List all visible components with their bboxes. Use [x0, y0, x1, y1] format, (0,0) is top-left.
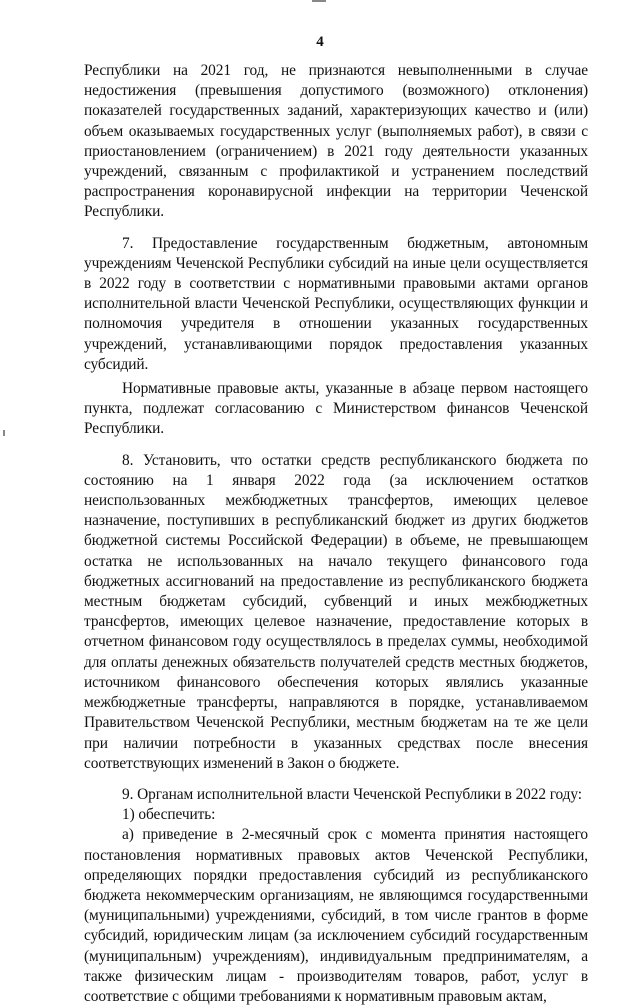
paragraph: 8. Установить, что остатки средств республиканского бюджета по состоянию на 1 января 2022 года (за исключением остатков неиспользованных межбюджетных трансфертов, имеющих целевое назначение, поступивших в республиканский бюджет из других бюджетов бюджетной системы Российской Федерации) в объеме, не превышающем остатка не использованных на начало текущего финансового года бюджетных ассигнований на предоставление из республиканского бюджета местным бюджетам субсидий, субвенций и иных межбюджетных трансфертов, имеющих целевое назначение, предоставление которых в отчетном финансовом году осуществлялось в пределах суммы, необходимой для оплаты денежных обязательств получателей средств местных бюджетов, источником финансового обеспечения которых являлись указанные межбюджетные трансферты, направляются в порядке, устанавливаемом Правительством Чеченской Республики, местным бюджетам на те же цели при наличии потребности в указанных средствах после внесения соответствующих изменений в Закон о бюджете. — [84, 451, 588, 772]
paragraph: Нормативные правовые акты, указанные в абзаце первом настоящего пункта, подлежат согласованию с Министерством финансов Чеченской Республики. — [84, 380, 588, 438]
scan-mark-left — [3, 430, 5, 436]
paragraph: а) приведение в 2-месячный срок с момента принятия настоящего постановления нормативных правовых актов Чеченской Республики, определяющих порядки предоставления субсидий из республиканского бюджета некоммерческим организациям, не являющимся государственными (муниципальными) учреждениями, субсидий, в том числе грантов в форме субсидий, юридическим лицам (за исключением субсидий государственным (муниципальным) учреждениям), индивидуальным предпринимателям, а также физическим лицам - производителям товаров, работ, услуг в соответствие с общими требованиями к нормативным правовым актам, — [84, 826, 588, 1005]
paragraph: Республики на 2021 год, не признаются невыполненными в случае недостижения (превышения допустимого (возможного) отклонения) показателей государственных заданий, характеризующих качество и (или) объем оказываемых государственных услуг (выполняемых работ), в связи с приостановлением (ограничением) в 2021 году деятельности указанных учреждений, связанным с профилактикой и устранением последствий распространения коронавирусной инфекции на территории Чеченской Республики. — [84, 62, 588, 221]
paragraph: 9. Органам исполнительной власти Чеченской Республики в 2022 году: — [122, 785, 582, 803]
document-body — [84, 61, 588, 1007]
paragraph: 7. Предоставление государственным бюджетным, автономным учреждениям Чеченской Республики субсидий на иные цели осуществляется в 2022 году в соответствии с нормативными правовыми актами органов исполнительной власти Чеченской Республики, осуществляющих функции и полномочия учредителя в отношении указанных государственных учреждений, устанавливающими порядок предоставления указанных субсидий. — [84, 234, 588, 373]
paragraph: 1) обеспечить: — [122, 806, 216, 824]
page-number: 4 — [316, 34, 324, 50]
scan-mark-top — [312, 0, 326, 2]
